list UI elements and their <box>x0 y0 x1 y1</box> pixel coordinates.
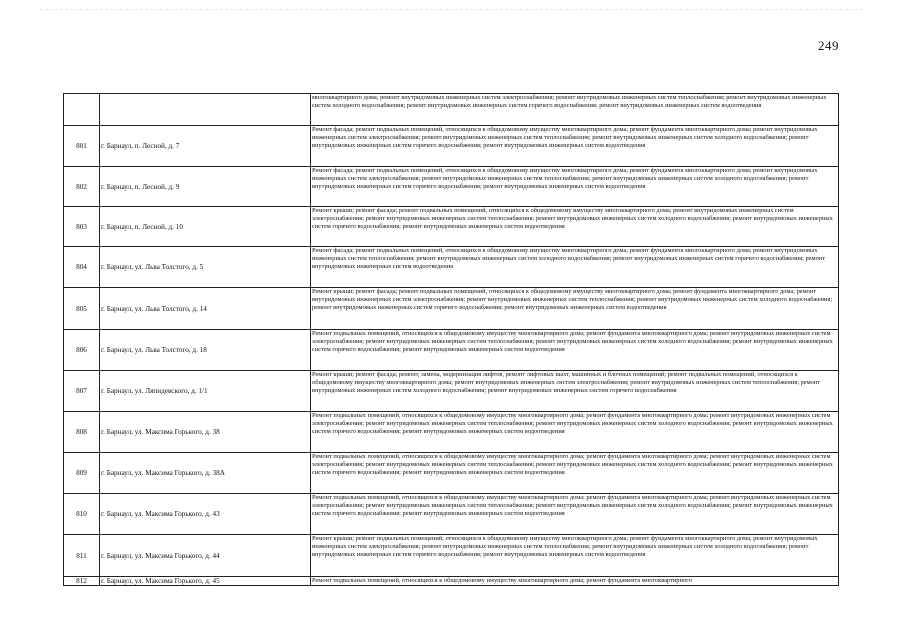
row-number: 803 <box>64 207 100 247</box>
row-number: 805 <box>64 288 100 330</box>
row-number: 804 <box>64 247 100 288</box>
scan-artifact-line <box>40 9 863 10</box>
row-address: г. Барнаул, ул. Максима Горького, д. 38 <box>100 412 311 453</box>
row-works: Ремонт подвальных помещений, относящихся к общедомовому имуществу многоквартирного дома; ремонт фундамента многоквартирного дома; ремонт внутридомовых инженерных систем электроснабжения; ремонт внутридомовых инженерных систем теплоснабжения; ремонт внутридомовых инженерных систем холодного водоснабжения; ремонт внутридомовых инженерных систем горячего водоснабжения; ремонт внутридомовых инженерных систем водоотведения <box>311 453 839 494</box>
row-works: Ремонт фасада; ремонт подвальных помещений, относящихся к общедомовому имуществу многоквартирного дома; ремонт фундамента многоквартирного дома; ремонт внутридомовых инженерных систем электроснабжения; ремонт внутридомовых инженерных систем теплоснабжения; ремонт внутридомовых инженерных систем холодного водоснабжения; ремонт внутридомовых инженерных систем горячего водоснабжения; ремонт внутридомовых инженерных систем водоотведения <box>311 167 839 207</box>
row-address: г. Барнаул, п. Лесной, д. 7 <box>100 126 311 167</box>
row-number: 812 <box>64 577 100 586</box>
table-row <box>64 577 839 586</box>
row-number: 807 <box>64 371 100 412</box>
table-row <box>64 535 839 577</box>
row-address: г. Барнаул, ул. Льва Толстого, д. 18 <box>100 330 311 371</box>
row-address: г. Барнаул, п. Лесной, д. 9 <box>100 167 311 207</box>
row-works: Ремонт крыши; ремонт фасада; ремонт подвальных помещений, относящихся к общедомовому имуществу многоквартирного дома; ремонт внутридомовых инженерных систем электроснабжения; ремонт внутридомовых инженерных систем теплоснабжения; ремонт внутридомовых инженерных систем холодного водоснабжения; ремонт внутридомовых инженерных систем горячего водоснабжения; ремонт внутридомовых инженерных систем водоотведения <box>311 207 839 247</box>
row-number: 809 <box>64 453 100 494</box>
row-works: Ремонт подвальных помещений, относящихся к общедомовому имуществу многоквартирного дома; ремонт фундамента многоквартирного дома; ремонт внутридомовых инженерных систем электроснабжения; ремонт внутридомовых инженерных систем теплоснабжения; ремонт внутридомовых инженерных систем холодного водоснабжения; ремонт внутридомовых инженерных систем горячего водоснабжения; ремонт внутридомовых инженерных систем водоотведения <box>311 412 839 453</box>
table-row <box>64 126 839 167</box>
row-address: г. Барнаул, ул. Максима Горького, д. 44 <box>100 535 311 577</box>
row-number: 801 <box>64 126 100 167</box>
row-works: Ремонт фасада; ремонт подвальных помещений, относящихся к общедомовому имуществу многоквартирного дома; ремонт фундамента многоквартирного дома; ремонт внутридомовых инженерных систем теплоснабжения; ремонт внутридомовых инженерных систем холодного водоснабжения; ремонт внутридомовых инженерных систем горячего водоснабжения; ремонт внутридомовых инженерных систем водоотведения <box>311 247 839 288</box>
row-number <box>64 94 100 126</box>
row-number: 810 <box>64 494 100 535</box>
table-row <box>64 453 839 494</box>
row-address: г. Барнаул, п. Лесной, д. 10 <box>100 207 311 247</box>
row-works: Ремонт крыши; ремонт подвальных помещений, относящихся к общедомовому имуществу многоквартирного дома; ремонт фундамента многоквартирного дома; ремонт внутридомовых инженерных систем электроснабжения; ремонт внутридомовых инженерных систем теплоснабжения; ремонт внутридомовых инженерных систем холодного водоснабжения; ремонт внутридомовых инженерных систем горячего водоснабжения; ремонт внутридомовых инженерных систем водоотведения <box>311 535 839 577</box>
table-row <box>64 167 839 207</box>
row-address: г. Барнаул, ул. Максима Горького, д. 38А <box>100 453 311 494</box>
row-number: 806 <box>64 330 100 371</box>
row-address: г. Барнаул, ул. Льва Толстого, д. 5 <box>100 247 311 288</box>
row-works: Ремонт подвальных помещений, относящихся к общедомовому имуществу многоквартирного дома; ремонт фундамента многоквартирного дома; ремонт внутридомовых инженерных систем электроснабжения; ремонт внутридомовых инженерных систем теплоснабжения; ремонт внутридомовых инженерных систем холодного водоснабжения; ремонт внутридомовых инженерных систем горячего водоснабжения; ремонт внутридомовых инженерных систем водоотведения <box>311 494 839 535</box>
row-works: Ремонт крыши; ремонт фасада; ремонт подвальных помещений, относящихся к общедомовому имуществу многоквартирного дома; ремонт фундамента многоквартирного дома; ремонт внутридомовых инженерных систем электроснабжения; ремонт внутридомовых инженерных систем теплоснабжения; ремонт внутридомовых инженерных систем холодного водоснабжения; ремонт внутридомовых инженерных систем горячего водоснабжения; ремонт внутридомовых инженерных систем водоотведения <box>311 288 839 330</box>
works-table-container <box>63 93 839 586</box>
works-table-body <box>64 94 839 586</box>
row-works: многоквартирного дома; ремонт внутридомовых инженерных систем электроснабжения; ремонт внутридомовых инженерных систем теплоснабжения; ремонт внутридомовых инженерных систем холодного водоснабжения; ремонт внутридомовых инженерных систем горячего водоснабжения; ремонт внутридомовых инженерных систем водоотведения <box>311 94 839 126</box>
row-number: 808 <box>64 412 100 453</box>
table-row <box>64 412 839 453</box>
works-table <box>63 93 839 586</box>
row-address <box>100 94 311 126</box>
table-row <box>64 288 839 330</box>
row-address: г. Барнаул, ул. Максима Горького, д. 45 <box>100 577 311 586</box>
row-number: 802 <box>64 167 100 207</box>
page-number: 249 <box>818 38 839 53</box>
table-row <box>64 494 839 535</box>
row-address: г. Барнаул, ул. Льва Толстого, д. 14 <box>100 288 311 330</box>
row-address: г. Барнаул, ул. Ляпидевского, д. 1/1 <box>100 371 311 412</box>
row-address: г. Барнаул, ул. Максима Горького, д. 43 <box>100 494 311 535</box>
table-row <box>64 371 839 412</box>
table-row <box>64 94 839 126</box>
table-row <box>64 330 839 371</box>
row-works: Ремонт фасада; ремонт подвальных помещений, относящихся к общедомовому имуществу многоквартирного дома; ремонт фундамента многоквартирного дома; ремонт внутридомовых инженерных систем электроснабжения; ремонт внутридомовых инженерных систем теплоснабжения; ремонт внутридомовых инженерных систем холодного водоснабжения; ремонт внутридомовых инженерных систем горячего водоснабжения; ремонт внутридомовых инженерных систем водоотведения <box>311 126 839 167</box>
row-works: Ремонт подвальных помещений, относящихся к общедомовому имуществу многоквартирного дома; ремонт фундамента многоквартирного дома; ремонт внутридомовых инженерных систем электроснабжения; ремонт внутридомовых инженерных систем теплоснабжения; ремонт внутридомовых инженерных систем холодного водоснабжения; ремонт внутридомовых инженерных систем горячего водоснабжения; ремонт внутридомовых инженерных систем водоотведения <box>311 330 839 371</box>
row-works: Ремонт крыши; ремонт фасада; ремонт, замена, модернизация лифтов, ремонт лифтовых шахт, машинных и блочных помещений; ремонт подвальных помещений, относящихся к общедомовому имуществу многоквартирного дома; ремонт внутридомовых инженерных систем электроснабжения; ремонт внутридомовых инженерных систем теплоснабжения; ремонт внутридомовых инженерных систем холодного водоснабжения; ремонт внутридомовых инженерных систем горячего водоснабжения <box>311 371 839 412</box>
table-row <box>64 247 839 288</box>
row-number: 811 <box>64 535 100 577</box>
table-row <box>64 207 839 247</box>
row-works: Ремонт подвальных помещений, относящихся к общедомовому имуществу многоквартирного дома; ремонт фундамента многоквартирного <box>311 577 839 586</box>
